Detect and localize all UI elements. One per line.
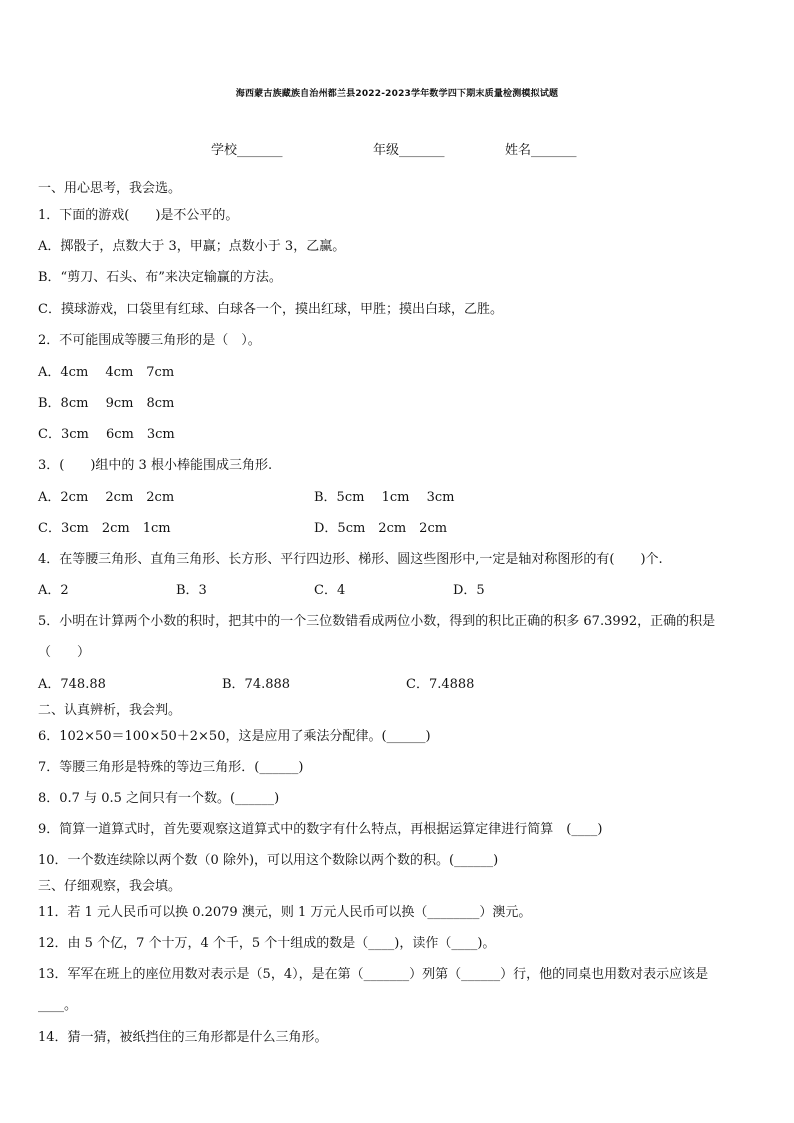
question-2-option-a: A．4cm 4cm 7cm [38, 365, 175, 380]
question-10: 10．一个数连续除以两个数（0 除外)，可以用这个数除以两个数的积。(______) [38, 853, 499, 868]
question-4-option-c: C．4 [314, 583, 346, 598]
question-3-option-c: C．3cm 2cm 1cm [38, 521, 171, 536]
name-field: 姓名_______ [505, 143, 577, 158]
question-1-option-b: B．“剪刀、石头、布”来决定输赢的方法。 [38, 270, 282, 285]
question-8: 8．0.7 与 0.5 之间只有一个数。(______) [38, 791, 280, 806]
question-4-option-d: D．5 [453, 583, 485, 598]
question-9: 9．简算一道算式时，首先要观察这道算式中的数字有什么特点，再根据运算定律进行简算 (____) [38, 822, 603, 837]
question-4-stem: 4．在等腰三角形、直角三角形、长方形、平行四边形、梯形、圆这些图形中,一定是轴对称图形的有( )个. [38, 552, 663, 567]
question-3-stem: 3．( )组中的 3 根小棒能围成三角形. [38, 458, 273, 473]
question-3-option-a: A．2cm 2cm 2cm [38, 490, 175, 505]
question-3-option-b: B．5cm 1cm 3cm [314, 490, 455, 505]
section-1-heading: 一、用心思考，我会选。 [38, 181, 182, 196]
question-11: 11．若 1 元人民币可以换 0.2079 澳元，则 1 万元人民币可以换（________）澳元。 [38, 905, 532, 920]
section-3-heading: 三、仔细观察，我会填。 [38, 879, 182, 894]
question-5-option-a: A．748.88 [38, 677, 106, 692]
question-5-option-c: C．7.4888 [406, 677, 475, 692]
question-14: 14．猜一猜，被纸挡住的三角形都是什么三角形。 [38, 1030, 328, 1045]
question-1-option-c: C．摸球游戏，口袋里有红球、白球各一个，摸出红球，甲胜；摸出白球，乙胜。 [38, 302, 503, 317]
question-6: 6．102×50＝100×50＋2×50，这是应用了乘法分配律。(______) [38, 729, 431, 744]
question-2-stem: 2．不可能围成等腰三角形的是（ ）。 [38, 333, 261, 348]
school-field: 学校_______ [211, 143, 283, 158]
page-title: 海西蒙古族藏族自治州都兰县2022-2023学年数学四下期末质量检测模拟试题 [235, 89, 559, 99]
question-12: 12．由 5 个亿，7 个十万，4 个千，5 个十组成的数是（____)，读作（____)。 [38, 936, 496, 951]
question-5-stem: 5．小明在计算两个小数的积时，把其中的一个三位数错看成两位小数，得到的积比正确的积多 67.3992，正确的积是 [38, 614, 716, 629]
grade-field: 年级_______ [373, 143, 445, 158]
question-2-option-b: B．8cm 9cm 8cm [38, 396, 175, 411]
question-3-option-d: D．5cm 2cm 2cm [314, 521, 448, 536]
question-2-option-c: C．3cm 6cm 3cm [38, 427, 175, 442]
section-2-heading: 二、认真辨析，我会判。 [38, 703, 182, 718]
question-13-stem: 13．军军在班上的座位用数对表示是（5，4），是在第（_______）列第（______）行，他的同桌也用数对表示应该是 [38, 967, 709, 982]
question-1-stem: 1．下面的游戏( )是不公平的。 [38, 208, 239, 223]
question-1-option-a: A．掷骰子，点数大于 3，甲赢；点数小于 3，乙赢。 [38, 239, 346, 254]
question-13-stem-continued: ____。 [38, 998, 78, 1013]
question-5-option-b: B．74.888 [222, 677, 291, 692]
question-4-option-b: B．3 [176, 583, 207, 598]
question-7: 7．等腰三角形是特殊的等边三角形．(______) [38, 760, 304, 775]
question-5-stem-continued: （ ） [38, 645, 91, 660]
question-4-option-a: A．2 [38, 583, 69, 598]
